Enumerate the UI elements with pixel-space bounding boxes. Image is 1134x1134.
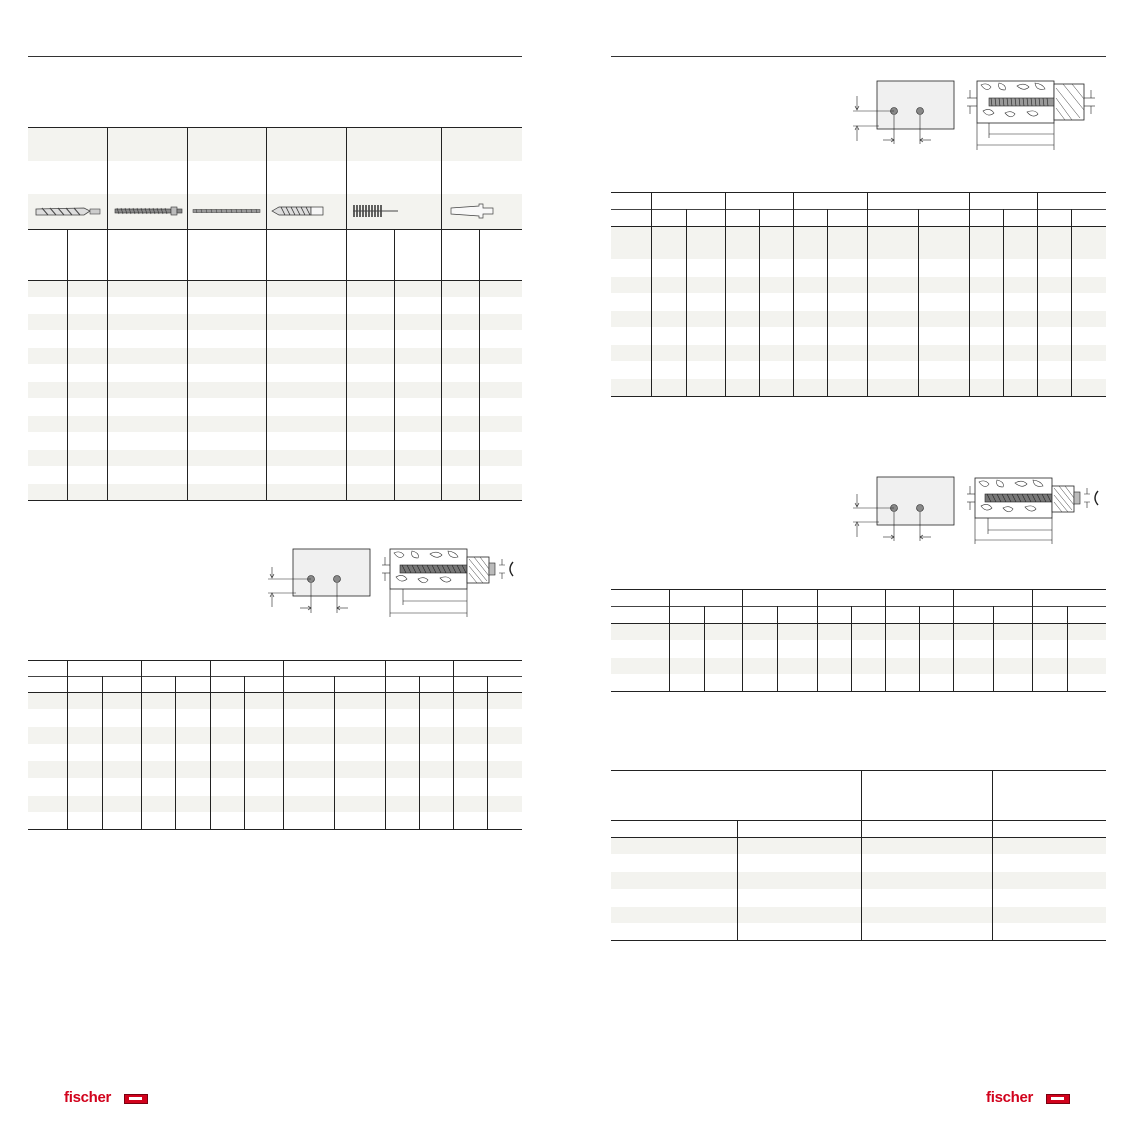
right-header-rule (611, 56, 1106, 57)
right-installation-table-1 (611, 192, 1106, 397)
cleaning-brush-icon (352, 204, 400, 218)
injection-adapter-icon (449, 202, 497, 220)
logo-wordmark: fischer (64, 1089, 112, 1106)
anchor-spacing-plate-icon (847, 474, 957, 549)
rebar-icon (192, 208, 262, 214)
left-header-rule (28, 56, 522, 57)
drill-bit-icon (34, 205, 102, 219)
left-installation-diagram (262, 545, 524, 620)
anchor-spacing-plate-icon (262, 545, 372, 620)
anchor-spacing-plate-icon (847, 78, 957, 153)
right-mid-diagram (847, 474, 1109, 549)
right-installation-table-2 (611, 589, 1106, 692)
anchor-section-icon (967, 78, 1109, 153)
anchor-section-icon (967, 474, 1109, 549)
right-page (567, 0, 1134, 1134)
threaded-rod-icon (114, 206, 184, 216)
right-top-diagram (847, 78, 1109, 153)
logo-badge-icon (124, 1094, 148, 1104)
mixer-nozzle-icon (271, 205, 325, 217)
right-installation-table-3 (611, 770, 1106, 941)
anchor-section-icon (382, 545, 524, 620)
logo-badge-icon (1046, 1094, 1070, 1104)
left-installation-table (28, 660, 522, 830)
logo-wordmark: fischer (986, 1089, 1034, 1106)
accessories-table (28, 127, 522, 501)
fischer-logo (986, 1089, 1076, 1109)
fischer-logo (64, 1089, 154, 1109)
